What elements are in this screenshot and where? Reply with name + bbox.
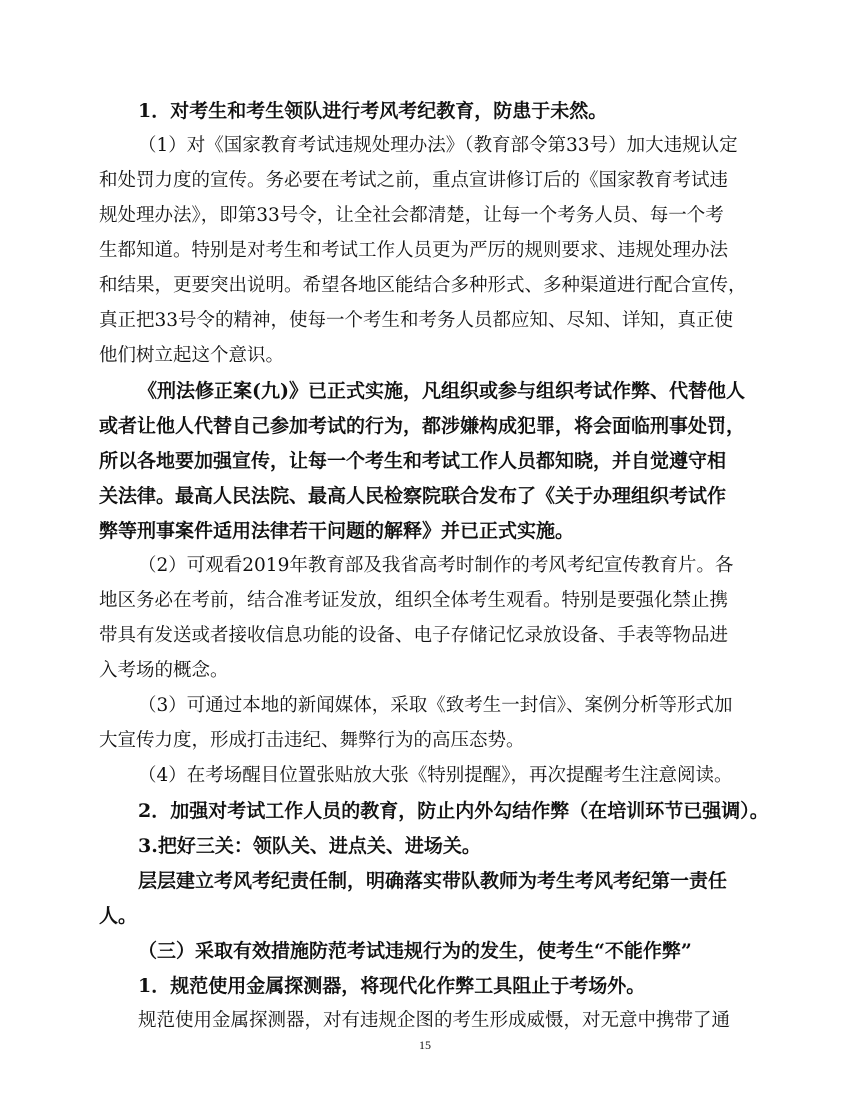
text-line: 地区务必在考前，结合准考证发放，组织全体考生观看。特别是要强化禁止携 (99, 590, 729, 611)
bold-text-line: 层层建立考风考纪责任制，明确落实带队教师为考生考风考纪第一责任 (138, 870, 728, 892)
heading-2: 2．加强对考试工作人员的教育，防止内外勾结作弊（在培训环节已强调）。 (138, 800, 769, 822)
bold-text-line: 或者让他人代替自己参加考试的行为，都涉嫌构成犯罪，将会面临刑事处罚， (99, 415, 746, 437)
text-line: （3）可通过本地的新闻媒体，采取《致考生一封信》、案例分析等形式加 (138, 695, 733, 716)
text-line: 他们树立起这个意识。 (99, 345, 285, 366)
text-line: 带具有发送或者接收信息功能的设备、电子存储记忆录放设备、手表等物品进 (99, 625, 729, 646)
text-line: 和结果，更要突出说明。希望各地区能结合多种形式、多种渠道进行配合宣传， (99, 275, 747, 296)
section-heading: （三）采取有效措施防范考试违规行为的发生，使考生“不能作弊” (138, 940, 692, 962)
heading-3: 3.把好三关：领队关、进点关、进场关。 (138, 835, 481, 857)
text-line: 生都知道。特别是对考生和考试工作人员更为严厉的规则要求、违规处理办法 (99, 240, 729, 261)
bold-text-line: 弊等刑事案件适用法律若干问题的解释》并已正式实施。 (99, 520, 575, 542)
text-line: （4）在考场醒目位置张贴放大张《特别提醒》，再次提醒考生注意阅读。 (138, 765, 733, 786)
text-line: 规范使用金属探测器，对有违规企图的考生形成威慑，对无意中携带了通 (138, 1010, 731, 1031)
text-line: 和处罚力度的宣传。务必要在考试之前，重点宣讲修订后的《国家教育考试违 (99, 170, 729, 191)
subheading: 1．规范使用金属探测器，将现代化作弊工具阻止于考场外。 (138, 975, 646, 997)
bold-text-line: 《刑法修正案(九)》已正式实施，凡组织或参与组织考试作弊、代替他人 (138, 380, 745, 402)
bold-text-line: 所以各地要加强宣传，让每一个考生和考试工作人员都知晓，并自觉遵守相 (99, 450, 727, 472)
text-line: （2）可观看2019年教育部及我省高考时制作的考风考纪宣传教育片。各 (138, 555, 734, 576)
bold-text-line: 人。 (99, 905, 138, 927)
heading-1: 1．对考生和考生领队进行考风考纪教育，防患于未然。 (138, 100, 608, 122)
text-line: 真正把33号令的精神，使每一个考生和考务人员都应知、尽知、详知，真正使 (99, 310, 734, 331)
page-number: 15 (419, 1038, 431, 1052)
text-line: 大宣传力度，形成打击违纪、舞弊行为的高压态势。 (99, 730, 525, 751)
text-line: 入考场的概念。 (99, 660, 229, 681)
bold-text-line: 关法律。最高人民法院、最高人民检察院联合发布了《关于办理组织考试作 (99, 485, 727, 507)
text-line: （1）对《国家教育考试违规处理办法》（教育部令第33号）加大违规认定 (138, 135, 738, 156)
text-line: 规处理办法》，即第33号令，让全社会都清楚，让每一个考务人员、每一个考 (99, 205, 724, 226)
